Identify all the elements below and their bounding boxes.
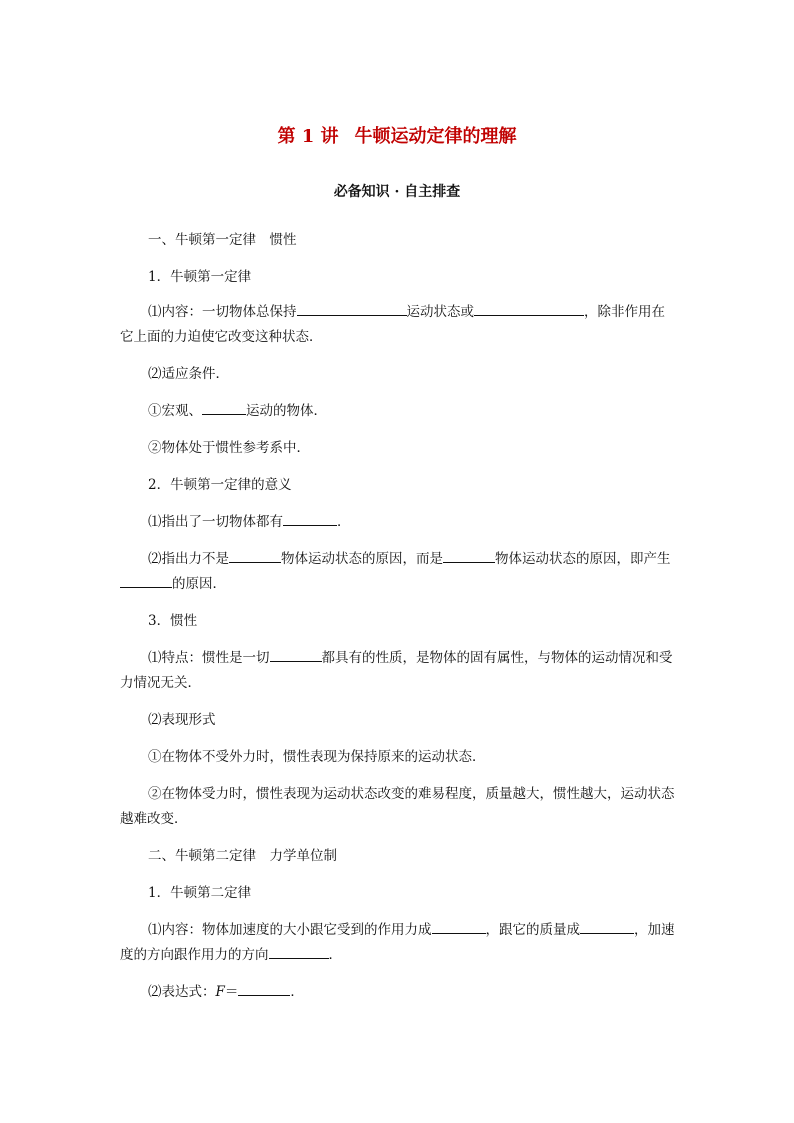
page-title bbox=[0, 122, 794, 148]
item-heading: 2．牛顿第一定律的意义 bbox=[148, 477, 292, 493]
fill-blank[interactable] bbox=[283, 510, 337, 526]
paragraph: ①宏观、 运动的物体． bbox=[120, 399, 675, 424]
fill-blank[interactable] bbox=[238, 980, 290, 996]
fill-blank[interactable] bbox=[297, 300, 407, 316]
fill-blank[interactable] bbox=[120, 572, 172, 588]
paragraph: ①在物体不受外力时，惯性表现为保持原来的运动状态． bbox=[148, 749, 486, 765]
fill-blank[interactable] bbox=[432, 918, 486, 934]
paragraph: ⑴内容：物体加速度的大小跟它受到的作用力成 ，跟它的质量成 ，加速度的方向跟作用力的方向 ． bbox=[120, 918, 675, 968]
paragraph: ⑴指出了一切物体都有 ． bbox=[120, 510, 675, 535]
item-heading: 1．牛顿第二定律 bbox=[148, 885, 252, 901]
lecture-topic: 牛顿运动定律的理解 bbox=[354, 126, 517, 147]
item-heading: 1．牛顿第一定律 bbox=[148, 269, 252, 285]
paragraph: ⑵表现形式 bbox=[148, 712, 216, 728]
lecture-number: 第 1 讲 bbox=[277, 126, 339, 147]
fill-blank[interactable] bbox=[202, 399, 246, 415]
section-heading-2: 二、牛顿第二定律 力学单位制 bbox=[148, 848, 337, 864]
fill-blank[interactable] bbox=[270, 646, 322, 662]
section-subtitle: 必备知识 · 自主排查 bbox=[333, 184, 461, 200]
paragraph: ⑵指出力不是 物体运动状态的原因，而是 物体运动状态的原因，即产生的原因． bbox=[120, 547, 675, 597]
paragraph: ⑴内容：一切物体总保持 运动状态或 ，除非作用在它上面的力迫使它改变这种状态． bbox=[120, 300, 675, 350]
paragraph: ②在物体受力时，惯性表现为运动状态改变的难易程度，质量越大，惯性越大，运动状态越难改变． bbox=[120, 786, 675, 827]
force-symbol: F bbox=[215, 984, 225, 1000]
paragraph: ⑴特点：惯性是一切 都具有的性质，是物体的固有属性，与物体的运动情况和受力情况无关． bbox=[120, 646, 675, 696]
section-heading-1: 一、牛顿第一定律 惯性 bbox=[148, 232, 297, 248]
fill-blank[interactable] bbox=[269, 943, 329, 959]
fill-blank[interactable] bbox=[229, 547, 281, 563]
fill-blank[interactable] bbox=[474, 300, 584, 316]
fill-blank[interactable] bbox=[443, 547, 495, 563]
item-heading: 3．惯性 bbox=[148, 613, 198, 629]
paragraph: ⑵表达式：F＝ ． bbox=[120, 980, 675, 1005]
paragraph: ②物体处于惯性参考系中． bbox=[148, 440, 310, 456]
paragraph: ⑵适应条件． bbox=[148, 366, 229, 382]
fill-blank[interactable] bbox=[580, 918, 634, 934]
